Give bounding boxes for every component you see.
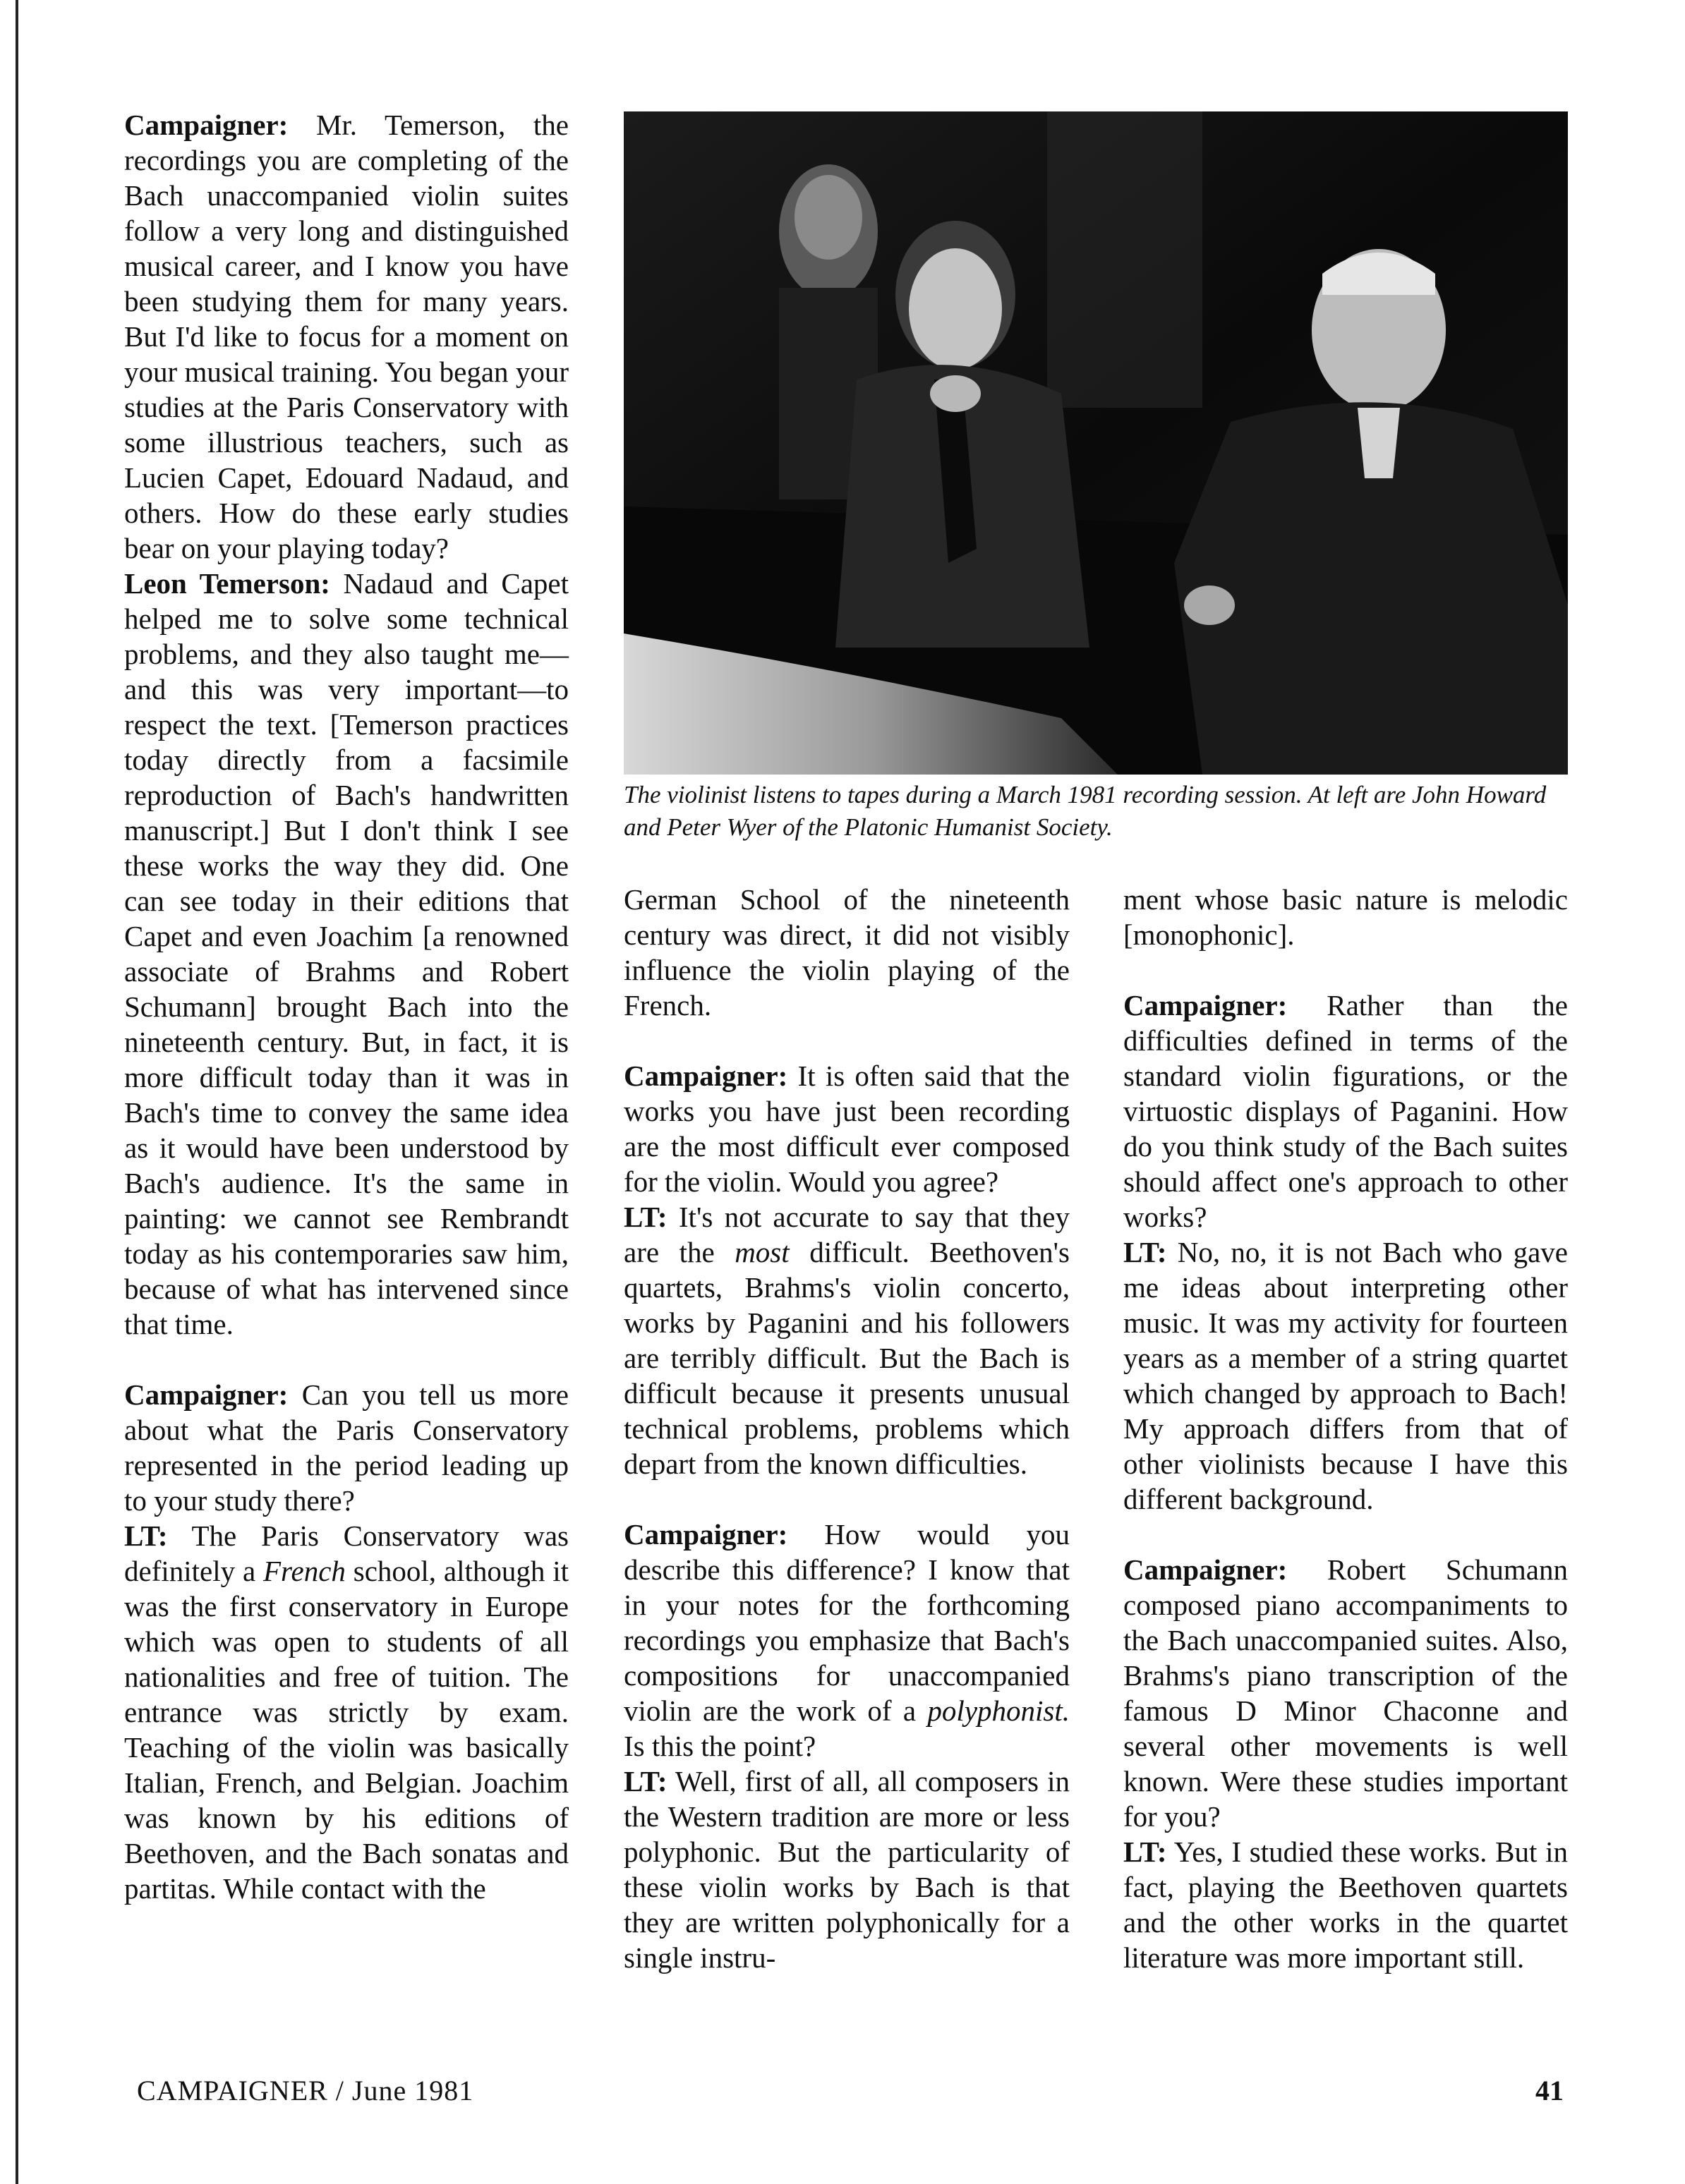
interview-paragraph <box>1123 988 1568 1234</box>
speaker-label: Campaigner: <box>124 109 289 141</box>
paragraph-text: Rather than the difficulties defined in terms of the standard violin figurations, or the virtuostic displays of Paganini. How do you think study of the Bach suites should affect one's approach to other works? <box>1123 989 1568 1233</box>
interview-paragraph <box>1123 1234 1568 1517</box>
speaker-label: Leon Temerson: <box>124 567 330 600</box>
paragraph-text: No, no, it is not Bach who gave me ideas about interpreting other music. It was my activity for fourteen years as a member of a string quartet which changed by approach to Bach! My approach differs from that of other violinists because I have this different background. <box>1123 1236 1568 1515</box>
speaker-label: Campaigner: <box>1123 1553 1288 1586</box>
emphasized-text: French <box>263 1555 346 1587</box>
interview-paragraph <box>624 1517 1070 1764</box>
paragraph-text: German School of the nineteenth century was direct, it did not visibly influence the violin playing of the French. <box>624 883 1070 1021</box>
interview-paragraph <box>624 1764 1070 1975</box>
interview-paragraph <box>124 1518 569 1906</box>
article-column-2 <box>624 882 1070 1975</box>
interview-paragraph <box>624 882 1070 1023</box>
speaker-label: LT: <box>1123 1236 1167 1268</box>
paragraph-text: How would you describe this difference? I know that in your notes for the forthcoming recordings you emphasize that Bach's compositions for unaccompanied violin are the work of a <box>624 1518 1070 1727</box>
paragraph-text: school, although it was the first conservatory in Europe which was open to students of all nationalities and free of tuition. The entrance was strictly by exam. Teaching of the violin was basically Italian, French, and Belgian. Joachim was known by his editions of Beethoven, and the Bach sonatas and partitas. While contact with the <box>124 1555 569 1905</box>
speaker-label: Campaigner: <box>124 1378 289 1411</box>
paragraph-text: Robert Schumann composed piano accompaniments to the Bach unaccompanied suites. Also, Brahms's piano transcription of the famous D Minor Chaconne and several other movements is well known. Were these studies important for you? <box>1123 1553 1568 1833</box>
speaker-label: LT: <box>624 1765 668 1797</box>
page-number: 41 <box>1535 2075 1564 2106</box>
emphasized-text: most <box>735 1236 790 1268</box>
photo-caption: The violinist listens to tapes during a March 1981 recording session. At left are John Howard and Peter Wyer of the Platonic Humanist Society. <box>624 781 1547 841</box>
paragraph-text: The Paris Conservatory was definitely a <box>124 1519 569 1587</box>
paragraph-text: ment whose basic nature is melodic [monophonic]. <box>1123 883 1568 951</box>
interview-paragraph <box>124 107 569 566</box>
interview-paragraph <box>624 1199 1070 1481</box>
interview-paragraph <box>1123 882 1568 952</box>
paragraph-text: It is often said that the works you have just been recording are the most difficult ever composed for the violin. Would you agree? <box>624 1060 1070 1198</box>
speaker-label: Campaigner: <box>624 1518 788 1551</box>
interview-paragraph <box>1123 1834 1568 1975</box>
paragraph-text: Yes, I studied these works. But in fact, playing the Beethoven quartets and the other works in the quartet literature was more important still. <box>1123 1836 1568 1974</box>
paragraph-text: It's not accurate to say that they are the <box>624 1201 1070 1268</box>
recording-session-photo <box>624 111 1568 775</box>
speaker-label: Campaigner: <box>624 1060 788 1092</box>
speaker-label: LT: <box>1123 1836 1167 1868</box>
paragraph-text: Well, first of all, all composers in the Western tradition are more or less polyphonic. But the particularity of these violin works by Bach is that they are written polyphonically for a single instru- <box>624 1765 1070 1974</box>
article-column-1 <box>124 107 569 1906</box>
paragraph-text: difficult. Beethoven's quartets, Brahms's violin concerto, works by Paganini and his followers are terribly difficult. But the Bach is difficult because it presents unusual technical problems, problems which depart from the known difficulties. <box>624 1236 1070 1480</box>
interview-paragraph <box>1123 1552 1568 1834</box>
paragraph-text: Is this the point? <box>624 1730 816 1762</box>
speaker-label: LT: <box>124 1519 168 1552</box>
paragraph-text: Mr. Temerson, the recordings you are completing of the Bach unaccompanied violin suites follow a very long and distinguished musical career, and I know you have been studying them for many years. But I'd like to focus for a moment on your musical training. You began your studies at the Paris Conservatory with some illustrious teachers, such as Lucien Capet, Edouard Nadaud, and others. How do these early studies bear on your playing today? <box>124 109 569 564</box>
interview-paragraph <box>124 566 569 1342</box>
paragraph-text: Can you tell us more about what the Paris Conservatory represented in the period leading up to your study there? <box>124 1378 569 1517</box>
interview-paragraph <box>624 1058 1070 1199</box>
speaker-label: LT: <box>624 1201 668 1233</box>
scan-edge <box>16 0 18 2184</box>
article-column-3 <box>1123 882 1568 1975</box>
speaker-label: Campaigner: <box>1123 989 1288 1021</box>
publication-footer: CAMPAIGNER / June 1981 <box>137 2075 474 2106</box>
emphasized-text: polyphonist. <box>927 1694 1070 1727</box>
interview-paragraph <box>124 1377 569 1518</box>
paragraph-text: Nadaud and Capet helped me to solve some technical problems, and they also taught me—and this was very important—to respect the text. [Temerson practices today directly from a facsimile reproduction of Bach's handwritten manuscript.] But I don't think I see these works the way they did. One can see today in their editions that Capet and even Joachim [a renowned associate of Brahms and Robert Schumann] brought Bach into the nineteenth century. But, in fact, it is more difficult today than it was in Bach's time to convey the same idea as it would have been understood by Bach's audience. It's the same in painting: we cannot see Rembrandt today as his contemporaries saw him, because of what has intervened since that time. <box>124 567 569 1340</box>
